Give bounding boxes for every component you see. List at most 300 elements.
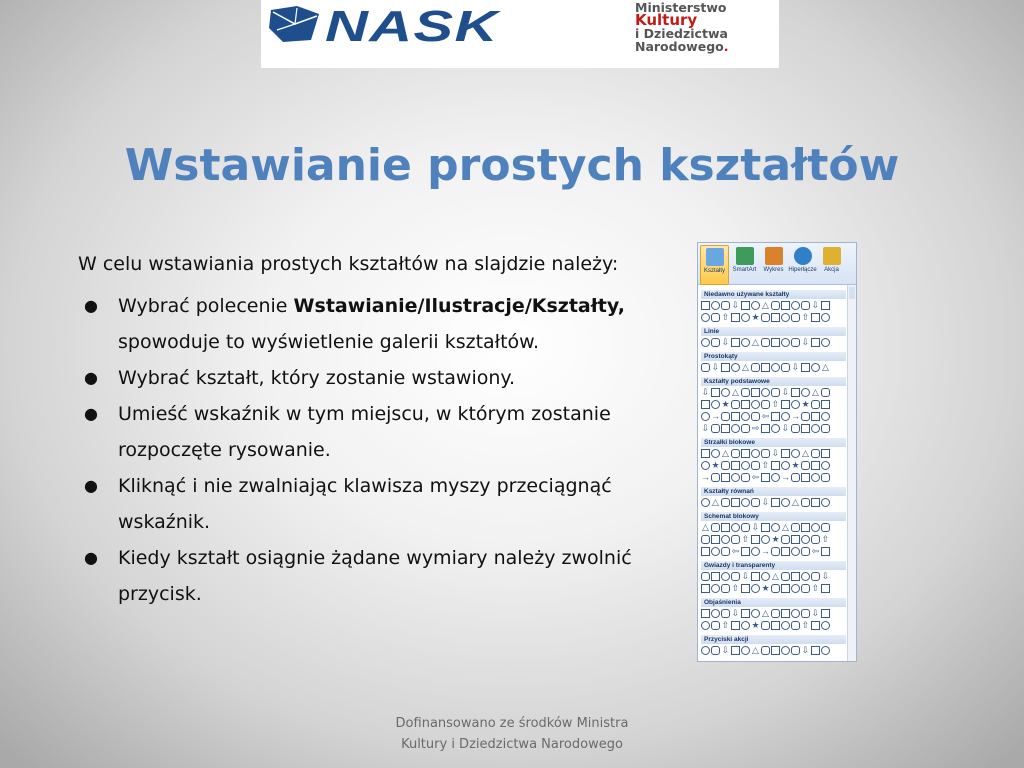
- shape-thumbnail: [741, 412, 750, 421]
- shape-thumbnail: ★: [751, 312, 760, 322]
- shape-thumbnail: [801, 498, 810, 507]
- shape-thumbnail: [791, 473, 800, 482]
- shape-thumbnail: [751, 584, 760, 593]
- shape-thumbnail: ⇩: [731, 300, 740, 310]
- shape-thumbnail: ⇧: [761, 460, 770, 470]
- shape-thumbnail: [821, 313, 830, 322]
- shape-thumbnail: ⇧: [801, 620, 810, 630]
- shape-thumbnail: [821, 547, 830, 556]
- shape-thumbnail: ⇦: [761, 411, 770, 421]
- shape-thumbnail: [701, 584, 710, 593]
- shape-thumbnail: [791, 424, 800, 433]
- bullet-dot-icon: ●: [84, 548, 98, 567]
- intro-text: W celu wstawiania prostych kształtów na slajdzie należy:: [78, 253, 619, 275]
- bullet-dot-icon: ●: [84, 476, 98, 495]
- ribbon-button: [760, 245, 787, 283]
- shape-thumbnail: [771, 363, 780, 372]
- shape-thumbnail: [721, 547, 730, 556]
- shape-thumbnail: [701, 313, 710, 322]
- shape-thumbnail: [821, 609, 830, 618]
- gallery-section-header: Przyciski akcji: [701, 635, 846, 644]
- shape-thumbnail: [731, 473, 740, 482]
- ministry-line-3: i Dziedzictwa: [635, 26, 728, 41]
- shape-thumbnail: [791, 646, 800, 655]
- shape-thumbnail: →: [781, 472, 790, 482]
- shape-thumbnail: [721, 461, 730, 470]
- shape-thumbnail: [761, 449, 770, 458]
- ribbon-label: Wykres: [763, 267, 784, 273]
- shape-thumbnail: [781, 363, 790, 372]
- shape-thumbnail: △: [722, 448, 729, 458]
- ministry-line-4-text: Narodowego: [635, 39, 724, 54]
- shape-thumbnail: [701, 498, 710, 507]
- shape-thumbnail: [821, 646, 830, 655]
- shape-thumbnail: [741, 646, 750, 655]
- shape-thumbnail: △: [742, 362, 749, 372]
- shape-thumbnail: [741, 461, 750, 470]
- shape-thumbnail: [791, 609, 800, 618]
- shape-thumbnail: [791, 621, 800, 630]
- shape-thumbnail: [811, 363, 820, 372]
- shape-thumbnail: [731, 449, 740, 458]
- shape-thumbnail: [781, 461, 790, 470]
- shape-thumbnail: [761, 388, 770, 397]
- shape-thumbnail: ⇩: [761, 497, 770, 507]
- shape-thumbnail: [731, 621, 740, 630]
- insert-ribbon: [698, 243, 856, 285]
- shape-thumbnail: [801, 424, 810, 433]
- shape-thumbnail: [801, 473, 810, 482]
- shape-thumbnail: [811, 572, 820, 581]
- shape-thumbnail: [771, 621, 780, 630]
- shape-thumbnail: [811, 646, 820, 655]
- shape-thumbnail: ⇩: [711, 362, 720, 372]
- shape-thumbnail: →: [761, 546, 770, 556]
- shape-thumbnail: [721, 572, 730, 581]
- gallery-section-header: Gwiazdy i transparenty: [701, 561, 846, 570]
- shape-thumbnail: [741, 523, 750, 532]
- bullet-item: [78, 288, 658, 360]
- shape-thumbnail: [811, 412, 820, 421]
- shape-thumbnail: ⇩: [811, 300, 820, 310]
- shape-thumbnail: [711, 523, 720, 532]
- bullet-text: Kiedy kształt osiągnie żądane wymiary należy zwolnić przycisk.: [118, 547, 632, 605]
- shape-thumbnail: ⇩: [781, 387, 790, 397]
- shape-thumbnail: [761, 424, 770, 433]
- shape-thumbnail: ⇩: [721, 645, 730, 655]
- shape-thumbnail: [751, 547, 760, 556]
- shape-thumbnail: △: [822, 362, 829, 372]
- shape-thumbnail: [751, 461, 760, 470]
- shape-thumbnail: [781, 412, 790, 421]
- shape-thumbnail: [821, 473, 830, 482]
- gallery-shape-row: [701, 535, 846, 546]
- shape-thumbnail: [771, 412, 780, 421]
- shape-thumbnail: [701, 449, 710, 458]
- shape-thumbnail: [771, 523, 780, 532]
- shape-thumbnail: [701, 609, 710, 618]
- gallery-shape-row: [701, 338, 846, 349]
- gallery-section-header: Objaśnienia: [701, 598, 846, 607]
- shape-thumbnail: [781, 400, 790, 409]
- shape-thumbnail: [791, 313, 800, 322]
- shape-thumbnail: [731, 338, 740, 347]
- gallery-shape-row: [701, 523, 846, 534]
- shape-thumbnail: [771, 498, 780, 507]
- shape-thumbnail: [811, 523, 820, 532]
- shape-thumbnail: [761, 473, 770, 482]
- shape-thumbnail: [801, 609, 810, 618]
- shape-thumbnail: △: [802, 448, 809, 458]
- shape-thumbnail: [711, 449, 720, 458]
- shape-thumbnail: [741, 400, 750, 409]
- gallery-section-header: Prostokąty: [701, 352, 846, 361]
- shape-thumbnail: →: [791, 411, 800, 421]
- shape-thumbnail: [741, 609, 750, 618]
- shape-thumbnail: [801, 461, 810, 470]
- ministry-dot: .: [723, 39, 729, 54]
- shape-thumbnail: [811, 473, 820, 482]
- ribbon-icon: [794, 247, 812, 265]
- shape-thumbnail: →: [711, 411, 720, 421]
- gallery-section-header: Kształty podstawowe: [701, 377, 846, 386]
- shape-thumbnail: [731, 363, 740, 372]
- shape-thumbnail: [771, 646, 780, 655]
- shape-thumbnail: [731, 412, 740, 421]
- shape-thumbnail: [731, 498, 740, 507]
- shape-thumbnail: [721, 388, 730, 397]
- shape-thumbnail: [721, 609, 730, 618]
- shape-thumbnail: [751, 400, 760, 409]
- shape-thumbnail: [801, 523, 810, 532]
- shape-thumbnail: [811, 338, 820, 347]
- shape-thumbnail: △: [762, 608, 769, 618]
- shape-thumbnail: △: [762, 300, 769, 310]
- shape-thumbnail: [801, 535, 810, 544]
- shape-thumbnail: [741, 424, 750, 433]
- logo-banner: [261, 0, 779, 68]
- shape-thumbnail: [771, 301, 780, 310]
- shape-thumbnail: [801, 388, 810, 397]
- shape-thumbnail: [771, 547, 780, 556]
- shape-thumbnail: [711, 609, 720, 618]
- shape-thumbnail: [701, 535, 710, 544]
- shape-thumbnail: [731, 572, 740, 581]
- ribbon-button: [700, 245, 729, 285]
- nask-logo-icon: [267, 4, 323, 44]
- shape-thumbnail: [711, 400, 720, 409]
- shape-thumbnail: [821, 621, 830, 630]
- bullet-item: [78, 540, 658, 612]
- ministry-line-2: Kultury: [635, 11, 698, 29]
- shape-thumbnail: [741, 338, 750, 347]
- shape-thumbnail: [821, 338, 830, 347]
- shape-thumbnail: [811, 535, 820, 544]
- shape-thumbnail: [751, 572, 760, 581]
- shape-thumbnail: △: [782, 522, 789, 532]
- shape-thumbnail: ★: [791, 460, 800, 470]
- shape-thumbnail: [821, 449, 830, 458]
- shape-thumbnail: ⇩: [801, 337, 810, 347]
- footer-line-1: Dofinansowano ze środków Ministra: [395, 716, 629, 731]
- slide-body: [78, 246, 658, 612]
- shape-thumbnail: [821, 461, 830, 470]
- bullet-item: [78, 468, 658, 540]
- footer-note: [0, 713, 1024, 755]
- shape-thumbnail: [751, 609, 760, 618]
- shape-thumbnail: →: [701, 472, 710, 482]
- shape-thumbnail: [701, 400, 710, 409]
- ribbon-button: [731, 245, 758, 283]
- shape-thumbnail: [751, 301, 760, 310]
- shape-thumbnail: [711, 621, 720, 630]
- shape-thumbnail: [801, 412, 810, 421]
- shape-thumbnail: [791, 388, 800, 397]
- shape-thumbnail: [801, 572, 810, 581]
- gallery-shape-row: [701, 424, 846, 435]
- shape-thumbnail: [771, 584, 780, 593]
- bullet-item: [78, 396, 658, 468]
- shape-thumbnail: △: [712, 497, 719, 507]
- gallery-shape-row: [701, 473, 846, 484]
- shape-thumbnail: [781, 498, 790, 507]
- shape-thumbnail: [771, 424, 780, 433]
- shape-thumbnail: ⇧: [821, 534, 830, 544]
- shape-thumbnail: [811, 313, 820, 322]
- shape-thumbnail: △: [752, 337, 759, 347]
- shape-thumbnail: [821, 301, 830, 310]
- bullet-text: Wybrać polecenie: [118, 295, 294, 317]
- shape-thumbnail: [821, 388, 830, 397]
- gallery-shape-row: [701, 646, 846, 657]
- shape-thumbnail: [751, 535, 760, 544]
- shape-thumbnail: [821, 412, 830, 421]
- shape-thumbnail: ⇩: [741, 571, 750, 581]
- shape-thumbnail: [731, 646, 740, 655]
- shape-thumbnail: [711, 424, 720, 433]
- shape-thumbnail: [711, 547, 720, 556]
- ribbon-icon: [706, 248, 724, 266]
- shape-thumbnail: [721, 412, 730, 421]
- shape-thumbnail: [721, 523, 730, 532]
- shape-thumbnail: [721, 584, 730, 593]
- shape-thumbnail: [821, 584, 830, 593]
- shape-thumbnail: [801, 363, 810, 372]
- shape-thumbnail: ⇧: [721, 312, 730, 322]
- shape-thumbnail: [731, 461, 740, 470]
- shape-thumbnail: [711, 301, 720, 310]
- shape-thumbnail: [781, 301, 790, 310]
- shape-thumbnail: [701, 572, 710, 581]
- gallery-section-header: Kształty równań: [701, 487, 846, 496]
- shape-thumbnail: [731, 313, 740, 322]
- gallery-shape-row: [701, 313, 846, 324]
- shape-thumbnail: [771, 313, 780, 322]
- shape-thumbnail: △: [772, 571, 779, 581]
- shape-thumbnail: [771, 473, 780, 482]
- shape-thumbnail: [721, 473, 730, 482]
- gallery-shape-row: [701, 301, 846, 312]
- shape-thumbnail: ⇧: [741, 534, 750, 544]
- gallery-shape-row: [701, 498, 846, 509]
- shape-thumbnail: [701, 646, 710, 655]
- gallery-shape-row: [701, 412, 846, 423]
- shape-thumbnail: [761, 621, 770, 630]
- gallery-shape-row: [701, 461, 846, 472]
- shape-thumbnail: △: [732, 387, 739, 397]
- shape-thumbnail: [741, 473, 750, 482]
- shape-thumbnail: ⇩: [781, 423, 790, 433]
- ribbon-label: Hiperłącze: [788, 267, 817, 273]
- ribbon-label: Kształty: [703, 268, 725, 274]
- shape-thumbnail: [781, 572, 790, 581]
- shape-thumbnail: [741, 621, 750, 630]
- shape-thumbnail: [711, 313, 720, 322]
- shape-thumbnail: [811, 498, 820, 507]
- shape-thumbnail: ★: [751, 620, 760, 630]
- shape-thumbnail: [771, 461, 780, 470]
- shape-thumbnail: ⇩: [821, 571, 830, 581]
- shape-thumbnail: ⇦: [731, 546, 740, 556]
- shape-thumbnail: [811, 400, 820, 409]
- shape-thumbnail: [781, 584, 790, 593]
- gallery-scrollbar: [847, 285, 856, 661]
- shape-thumbnail: △: [812, 387, 819, 397]
- gallery-shape-row: [701, 621, 846, 632]
- shape-thumbnail: [781, 313, 790, 322]
- shape-thumbnail: [761, 523, 770, 532]
- shape-thumbnail: [751, 449, 760, 458]
- bullet-bold-text: Wstawianie/Ilustracje/Kształty,: [293, 295, 626, 317]
- shape-thumbnail: ⇩: [701, 423, 710, 433]
- ribbon-icon: [765, 247, 783, 265]
- shape-thumbnail: [821, 498, 830, 507]
- slide-title: Wstawianie prostych kształtów: [124, 140, 900, 191]
- shape-thumbnail: [791, 535, 800, 544]
- ribbon-icon: [823, 247, 841, 265]
- shape-thumbnail: △: [752, 645, 759, 655]
- shape-thumbnail: △: [702, 522, 709, 532]
- shape-thumbnail: [711, 388, 720, 397]
- shape-thumbnail: [801, 584, 810, 593]
- ministry-line-4: [635, 40, 729, 53]
- shape-thumbnail: [821, 424, 830, 433]
- shape-thumbnail: [781, 547, 790, 556]
- gallery-section-header: Schemat blokowy: [701, 512, 846, 521]
- shape-thumbnail: [731, 424, 740, 433]
- shape-thumbnail: [811, 424, 820, 433]
- shape-thumbnail: ⇩: [721, 337, 730, 347]
- shape-thumbnail: [801, 301, 810, 310]
- shape-thumbnail: [791, 523, 800, 532]
- gallery-section-header: Linie: [701, 327, 846, 336]
- shape-thumbnail: △: [792, 497, 799, 507]
- shapes-list: [698, 285, 856, 657]
- shape-thumbnail: [791, 572, 800, 581]
- shape-thumbnail: [761, 313, 770, 322]
- shape-thumbnail: [721, 498, 730, 507]
- bullet-dot-icon: ●: [84, 296, 98, 315]
- shape-thumbnail: [701, 301, 710, 310]
- shape-thumbnail: [701, 412, 710, 421]
- ribbon-button: [789, 245, 816, 283]
- shape-thumbnail: [711, 473, 720, 482]
- gallery-shape-row: [701, 449, 846, 460]
- shape-thumbnail: [761, 363, 770, 372]
- shape-thumbnail: ⇩: [801, 645, 810, 655]
- shape-thumbnail: [821, 523, 830, 532]
- shape-thumbnail: [761, 572, 770, 581]
- shape-thumbnail: ⇩: [791, 362, 800, 372]
- shape-thumbnail: [741, 498, 750, 507]
- ministry-logo: [635, 1, 729, 53]
- footer-line-2: Kultury i Dziedzictwa Narodowego: [401, 737, 623, 752]
- shape-thumbnail: [761, 400, 770, 409]
- shape-thumbnail: [701, 461, 710, 470]
- shape-thumbnail: ⇩: [771, 448, 780, 458]
- shape-thumbnail: [741, 313, 750, 322]
- shape-thumbnail: [741, 388, 750, 397]
- shape-thumbnail: ⇩: [751, 522, 760, 532]
- shape-thumbnail: [751, 412, 760, 421]
- gallery-shape-row: [701, 400, 846, 411]
- shape-thumbnail: ⇨: [751, 423, 760, 433]
- shape-thumbnail: [741, 449, 750, 458]
- gallery-shape-row: [701, 609, 846, 620]
- shape-thumbnail: [761, 535, 770, 544]
- shape-thumbnail: [781, 535, 790, 544]
- gallery-shape-row: [701, 363, 846, 374]
- shape-thumbnail: [791, 338, 800, 347]
- ribbon-icon: [736, 247, 754, 265]
- shapes-gallery-image: [697, 242, 857, 662]
- ministry-line-1: Ministerstwo: [635, 0, 727, 15]
- shape-thumbnail: ⇦: [811, 546, 820, 556]
- shape-thumbnail: [711, 572, 720, 581]
- shape-thumbnail: [721, 363, 730, 372]
- bullet-dot-icon: ●: [84, 368, 98, 387]
- shape-thumbnail: [701, 621, 710, 630]
- shape-thumbnail: [741, 584, 750, 593]
- shape-thumbnail: [751, 363, 760, 372]
- shape-thumbnail: ★: [771, 534, 780, 544]
- gallery-shape-row: [701, 584, 846, 595]
- gallery-shape-row: [701, 572, 846, 583]
- shape-thumbnail: [731, 523, 740, 532]
- shape-thumbnail: ⇧: [731, 583, 740, 593]
- ribbon-label: SmartArt: [732, 267, 757, 273]
- shape-thumbnail: ⇩: [701, 387, 710, 397]
- shape-thumbnail: [711, 338, 720, 347]
- shape-thumbnail: [741, 547, 750, 556]
- bullet-dot-icon: ●: [84, 404, 98, 423]
- shape-thumbnail: ★: [801, 399, 810, 409]
- shape-thumbnail: [761, 338, 770, 347]
- nask-logo-text: NASK: [325, 2, 499, 51]
- shape-thumbnail: [791, 400, 800, 409]
- bullet-text: Wybrać kształt, który zostanie wstawiony.: [118, 367, 515, 389]
- bullet-list: [78, 288, 658, 612]
- shape-thumbnail: [731, 535, 740, 544]
- shape-thumbnail: [761, 646, 770, 655]
- shape-thumbnail: [721, 535, 730, 544]
- shape-thumbnail: [701, 547, 710, 556]
- shape-thumbnail: [771, 388, 780, 397]
- shape-thumbnail: [801, 547, 810, 556]
- shape-thumbnail: [751, 388, 760, 397]
- shape-thumbnail: ⇧: [721, 620, 730, 630]
- gallery-shape-row: [701, 547, 846, 558]
